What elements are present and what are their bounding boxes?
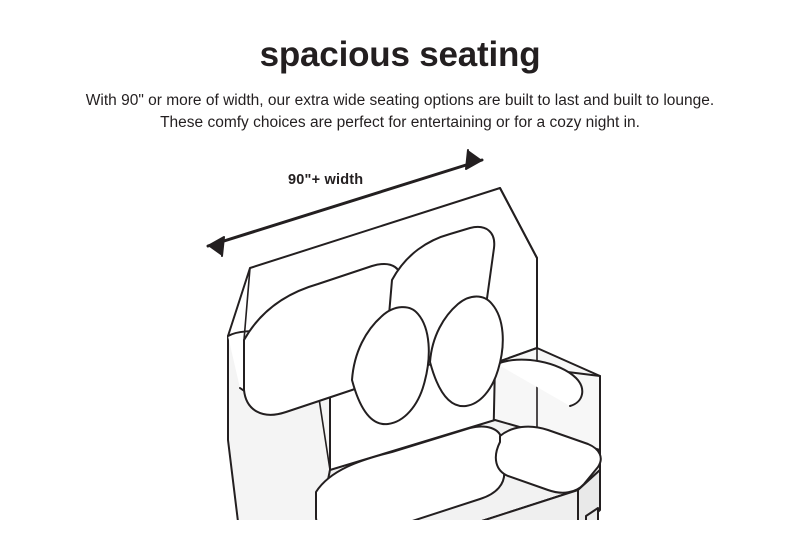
subtitle-line-2: These comfy choices are perfect for entertaining or for a cozy night in. [160,114,640,132]
page-title: spacious seating [259,35,541,74]
subtitle-line-1: With 90" or more of width, our extra wide seating options are built to last and built to lounge. [85,92,715,109]
sofa-svg [0,140,800,520]
page-subtitle [0,90,800,135]
dimension-label: 90"+ width [288,172,364,188]
sofa-illustration [0,140,800,520]
